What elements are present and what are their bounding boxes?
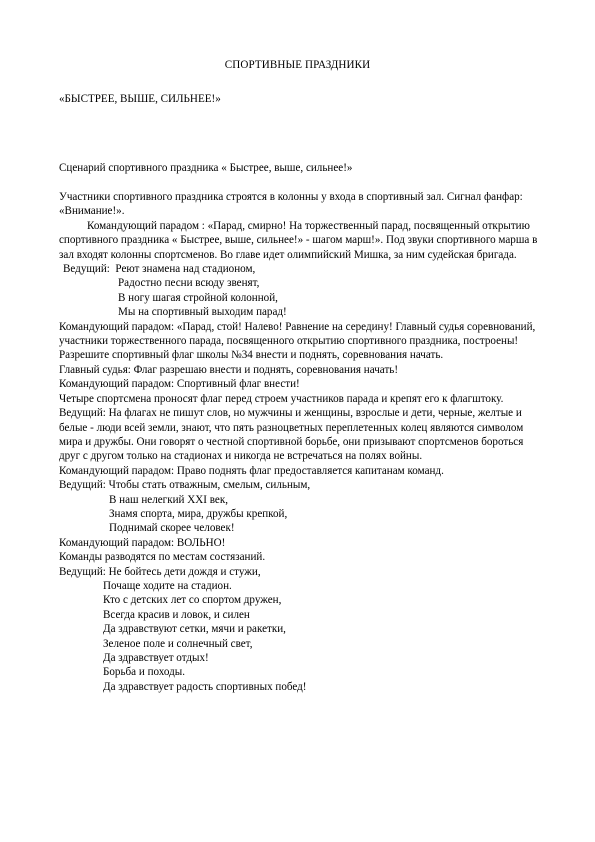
verse-line: Мы на спортивный выходим парад! <box>118 306 287 319</box>
verse-line: Да здравствуют сетки, мячи и ракетки, <box>103 623 286 636</box>
verse-line: В ногу шагая стройной колонной, <box>118 291 278 304</box>
verse-line: Борьба и походы. <box>103 666 186 679</box>
verse-line <box>59 262 539 276</box>
paragraph: Командующий парадом: ВОЛЬНО! <box>59 536 226 549</box>
verse-line: Зеленое поле и солнечный свет, <box>103 637 253 650</box>
paragraph: Командующий парадом: «Парад, стой! Налево! Равнение на середину! Главный судья соревнований, участники торжественного парада, посвященного открытию спортивного праздника, построены! Разрешите спортивный флаг школы №34 внести и поднять, соревнования начать. <box>59 320 536 362</box>
paragraph: Команды разводятся по местам состязаний. <box>59 551 266 564</box>
verse-line: Знамя спорта, мира, дружбы крепкой, <box>109 507 288 520</box>
paragraph: Четыре спортсмена проносят флаг перед строем участников парада и крепят его к флагштоку. <box>59 392 504 405</box>
verse-line: Кто с детских лет со спортом дружен, <box>103 594 282 607</box>
scenario-subtitle: Сценарий спортивного праздника « Быстрее, выше, сильнее!» <box>59 162 353 174</box>
verse-line: Всегда красив и ловок, и силен <box>103 608 250 621</box>
verse-line: Радостно песни всюду звенят, <box>118 277 260 290</box>
verse-line: Поднимай скорее человек! <box>109 522 235 535</box>
verse-line: В наш нелегкий XXI век, <box>109 493 229 506</box>
paragraph: Главный судья: Флаг разрешаю внести и поднять, соревнования начать! <box>59 363 399 376</box>
motto-heading: «БЫСТРЕЕ, ВЫШЕ, СИЛЬНЕЕ!» <box>59 93 221 105</box>
paragraph: Ведущий: На флагах не пишут слов, но мужчины и женщины, взрослые и дети, черные, желтые и белые - люди всей земли, знают, что пять разноцветных переплетенных колец являются символом мира и дружбы. Они говорят о честной спортивной борьбе, они призывают спортсменов бороться друг с другом только на стадионах и никогда не встречаться на полях войны. <box>59 407 524 463</box>
intro-paragraph: Участники спортивного праздника строятся в колонны у входа в спортивный зал. Сигнал фанфар: «Внимание!». <box>59 191 523 218</box>
verse-line: Почаще ходите на стадион. <box>103 579 232 592</box>
verse-line: Ведущий: Не бойтесь дети дождя и стужи, <box>59 565 261 578</box>
verse-text: Реют знамена над стадионом, <box>115 263 256 276</box>
document-title: СПОРТИВНЫЕ ПРАЗДНИКИ <box>224 59 371 71</box>
verse-line: Ведущий: Чтобы стать отважным, смелым, сильным, <box>59 479 311 492</box>
speaker-label: Ведущий: <box>63 263 110 276</box>
scenario-body <box>59 190 539 694</box>
verse-line: Да здравствует радость спортивных побед! <box>103 680 307 693</box>
verse-line: Да здравствует отдых! <box>103 652 209 664</box>
paragraph: Командующий парадом: Право поднять флаг предоставляется капитанам команд. <box>59 464 444 477</box>
paragraph: Командующий парадом: Спортивный флаг внести! <box>59 378 300 391</box>
command-paragraph: Командующий парадом : «Парад, смирно! На торжественный парад, посвященный открытию спортивного праздника « Быстрее, выше, сильнее!» - шагом марш!». Под звуки спортивного марша в зал входят колонны спортсменов. Во главе идет олимпийский Мишка, за ним судейская бригада. <box>59 219 538 261</box>
